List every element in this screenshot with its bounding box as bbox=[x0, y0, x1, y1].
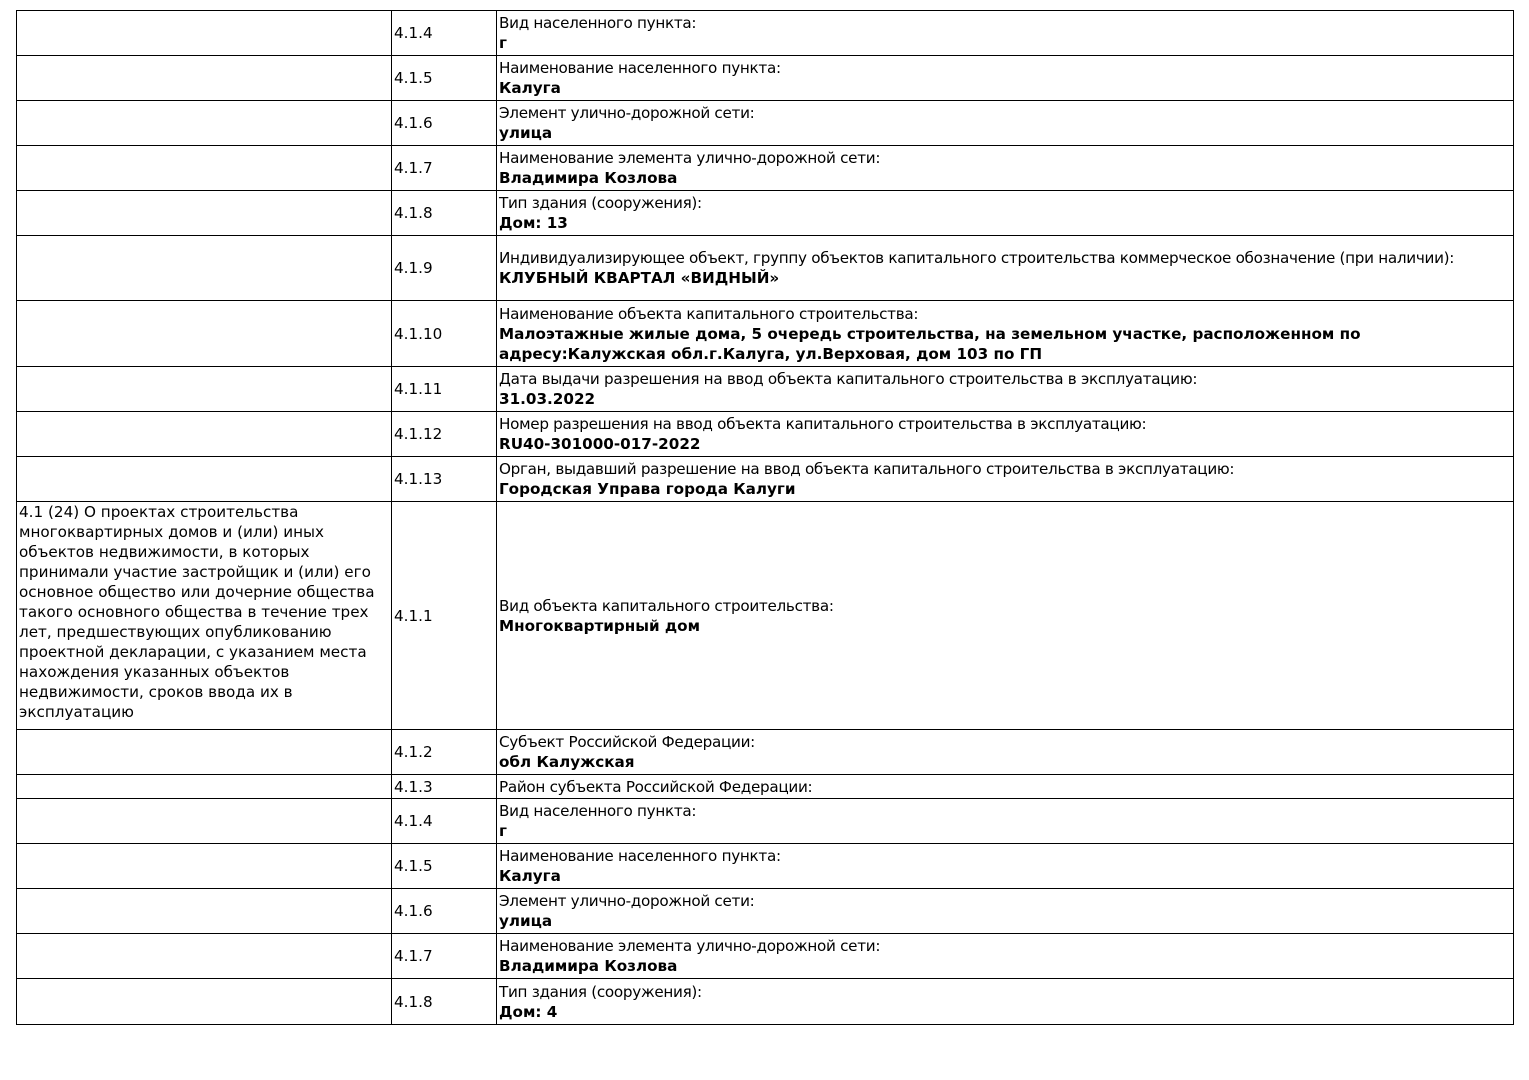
code-cell bbox=[392, 236, 497, 301]
field-value: RU40-301000-017-2022 bbox=[499, 435, 701, 453]
section-cell bbox=[17, 457, 392, 502]
content-cell bbox=[497, 191, 1514, 236]
content-cell bbox=[497, 367, 1514, 412]
item-code: 4.1.12 bbox=[394, 425, 443, 443]
content-cell bbox=[497, 844, 1514, 889]
content-cell bbox=[497, 301, 1514, 367]
table-row bbox=[17, 844, 1514, 889]
table-row bbox=[17, 979, 1514, 1025]
field-label: Наименование населенного пункта: bbox=[499, 59, 781, 77]
section-cell bbox=[17, 799, 392, 844]
item-code: 4.1.8 bbox=[394, 204, 433, 222]
field-label: Наименование элемента улично-дорожной сети: bbox=[499, 149, 881, 167]
content-cell bbox=[497, 979, 1514, 1025]
declaration-table bbox=[16, 10, 1514, 1025]
code-cell bbox=[392, 301, 497, 367]
code-cell bbox=[392, 730, 497, 775]
item-code: 4.1.11 bbox=[394, 380, 443, 398]
table-row bbox=[17, 101, 1514, 146]
content-cell bbox=[497, 775, 1514, 799]
item-code: 4.1.9 bbox=[394, 259, 433, 277]
item-code: 4.1.13 bbox=[394, 470, 443, 488]
table-row bbox=[17, 457, 1514, 502]
field-value: Малоэтажные жилые дома, 5 очередь строительства, на земельном участке, расположенном по адресу:Калужская обл.г.Калуга, ул.Верховая, дом 103 по ГП bbox=[499, 324, 1361, 363]
field-value: КЛУБНЫЙ КВАРТАЛ «ВИДНЫЙ» bbox=[499, 269, 780, 287]
section-cell bbox=[17, 934, 392, 979]
code-cell bbox=[392, 979, 497, 1025]
content-cell bbox=[497, 11, 1514, 56]
table-row bbox=[17, 191, 1514, 236]
code-cell bbox=[392, 11, 497, 56]
table-row bbox=[17, 889, 1514, 934]
content-cell bbox=[497, 502, 1514, 730]
content-cell bbox=[497, 799, 1514, 844]
field-value: улица bbox=[499, 124, 553, 142]
section-cell bbox=[17, 11, 392, 56]
field-label: Номер разрешения на ввод объекта капитального строительства в эксплуатацию: bbox=[499, 415, 1147, 433]
field-label: Наименование населенного пункта: bbox=[499, 847, 781, 865]
field-value: Калуга bbox=[499, 79, 561, 97]
field-label: Вид населенного пункта: bbox=[499, 14, 697, 32]
field-label: Тип здания (сооружения): bbox=[499, 194, 702, 212]
section-text: 4.1 (24) О проектах строительства многоквартирных домов и (или) иных объектов недвижимости, в которых принимали участие застройщик и (или) его основное общество или дочерние общества такого основного общества в течение трех лет, предшествующих опубликованию проектной декларации, с указанием места нахождения указанных объектов недвижимости, сроков ввода их в эксплуатацию bbox=[19, 503, 375, 721]
table-row bbox=[17, 11, 1514, 56]
section-cell bbox=[17, 502, 392, 730]
table-row bbox=[17, 301, 1514, 367]
code-cell bbox=[392, 889, 497, 934]
field-value: Городская Управа города Калуги bbox=[499, 480, 796, 498]
field-label: Элемент улично-дорожной сети: bbox=[499, 104, 755, 122]
item-code: 4.1.7 bbox=[394, 159, 433, 177]
field-label: Индивидуализирующее объект, группу объектов капитального строительства коммерческое обозначение (при наличии): bbox=[499, 249, 1455, 267]
table-row bbox=[17, 236, 1514, 301]
field-label: Район субъекта Российской Федерации: bbox=[499, 777, 813, 796]
table-row bbox=[17, 367, 1514, 412]
section-cell bbox=[17, 730, 392, 775]
code-cell bbox=[392, 191, 497, 236]
field-label: Наименование объекта капитального строительства: bbox=[499, 304, 919, 323]
field-value: Владимира Козлова bbox=[499, 957, 678, 975]
field-value: обл Калужская bbox=[499, 753, 635, 771]
item-code: 4.1.7 bbox=[394, 947, 433, 965]
item-code: 4.1.6 bbox=[394, 902, 433, 920]
table-row bbox=[17, 799, 1514, 844]
section-cell bbox=[17, 146, 392, 191]
code-cell bbox=[392, 56, 497, 101]
field-label: Дата выдачи разрешения на ввод объекта капитального строительства в эксплуатацию: bbox=[499, 370, 1198, 388]
item-code: 4.1.2 bbox=[394, 743, 433, 761]
content-cell bbox=[497, 889, 1514, 934]
code-cell bbox=[392, 412, 497, 457]
field-value: г bbox=[499, 34, 507, 52]
section-cell bbox=[17, 775, 392, 799]
content-cell bbox=[497, 101, 1514, 146]
item-code: 4.1.5 bbox=[394, 857, 433, 875]
item-code: 4.1.6 bbox=[394, 114, 433, 132]
field-value: Дом: 13 bbox=[499, 214, 568, 232]
content-cell bbox=[497, 56, 1514, 101]
table-row bbox=[17, 934, 1514, 979]
content-cell bbox=[497, 146, 1514, 191]
field-value: Калуга bbox=[499, 867, 561, 885]
code-cell bbox=[392, 146, 497, 191]
section-cell bbox=[17, 56, 392, 101]
table-row bbox=[17, 730, 1514, 775]
content-cell bbox=[497, 236, 1514, 301]
code-cell bbox=[392, 775, 497, 799]
field-label: Субъект Российской Федерации: bbox=[499, 733, 755, 751]
field-value: Дом: 4 bbox=[499, 1002, 558, 1021]
section-cell bbox=[17, 412, 392, 457]
field-value: Многоквартирный дом bbox=[499, 616, 701, 635]
content-cell bbox=[497, 730, 1514, 775]
section-cell bbox=[17, 889, 392, 934]
content-cell bbox=[497, 412, 1514, 457]
code-cell bbox=[392, 844, 497, 889]
field-label: Вид объекта капитального строительства: bbox=[499, 596, 834, 615]
item-code: 4.1.4 bbox=[394, 812, 433, 830]
table-row bbox=[17, 775, 1514, 799]
section-cell bbox=[17, 236, 392, 301]
section-cell bbox=[17, 191, 392, 236]
content-cell bbox=[497, 457, 1514, 502]
field-label: Орган, выдавший разрешение на ввод объекта капитального строительства в эксплуатацию: bbox=[499, 460, 1235, 478]
code-cell bbox=[392, 101, 497, 146]
item-code: 4.1.3 bbox=[394, 777, 433, 796]
table-row bbox=[17, 412, 1514, 457]
item-code: 4.1.8 bbox=[394, 992, 433, 1011]
field-label: Элемент улично-дорожной сети: bbox=[499, 892, 755, 910]
field-value: 31.03.2022 bbox=[499, 390, 596, 408]
item-code: 4.1.1 bbox=[394, 606, 433, 625]
code-cell bbox=[392, 502, 497, 730]
section-cell bbox=[17, 101, 392, 146]
field-value: улица bbox=[499, 912, 553, 930]
table-row bbox=[17, 502, 1514, 730]
item-code: 4.1.4 bbox=[394, 24, 433, 42]
field-label: Наименование элемента улично-дорожной сети: bbox=[499, 937, 881, 955]
content-cell bbox=[497, 934, 1514, 979]
section-cell bbox=[17, 979, 392, 1025]
field-value: г bbox=[499, 822, 507, 840]
section-cell bbox=[17, 301, 392, 367]
table-row bbox=[17, 56, 1514, 101]
field-label: Вид населенного пункта: bbox=[499, 802, 697, 820]
table-row bbox=[17, 146, 1514, 191]
code-cell bbox=[392, 799, 497, 844]
field-value: Владимира Козлова bbox=[499, 169, 678, 187]
code-cell bbox=[392, 367, 497, 412]
section-cell bbox=[17, 367, 392, 412]
section-cell bbox=[17, 844, 392, 889]
item-code: 4.1.5 bbox=[394, 69, 433, 87]
code-cell bbox=[392, 934, 497, 979]
field-label: Тип здания (сооружения): bbox=[499, 982, 702, 1001]
code-cell bbox=[392, 457, 497, 502]
item-code: 4.1.10 bbox=[394, 324, 443, 343]
